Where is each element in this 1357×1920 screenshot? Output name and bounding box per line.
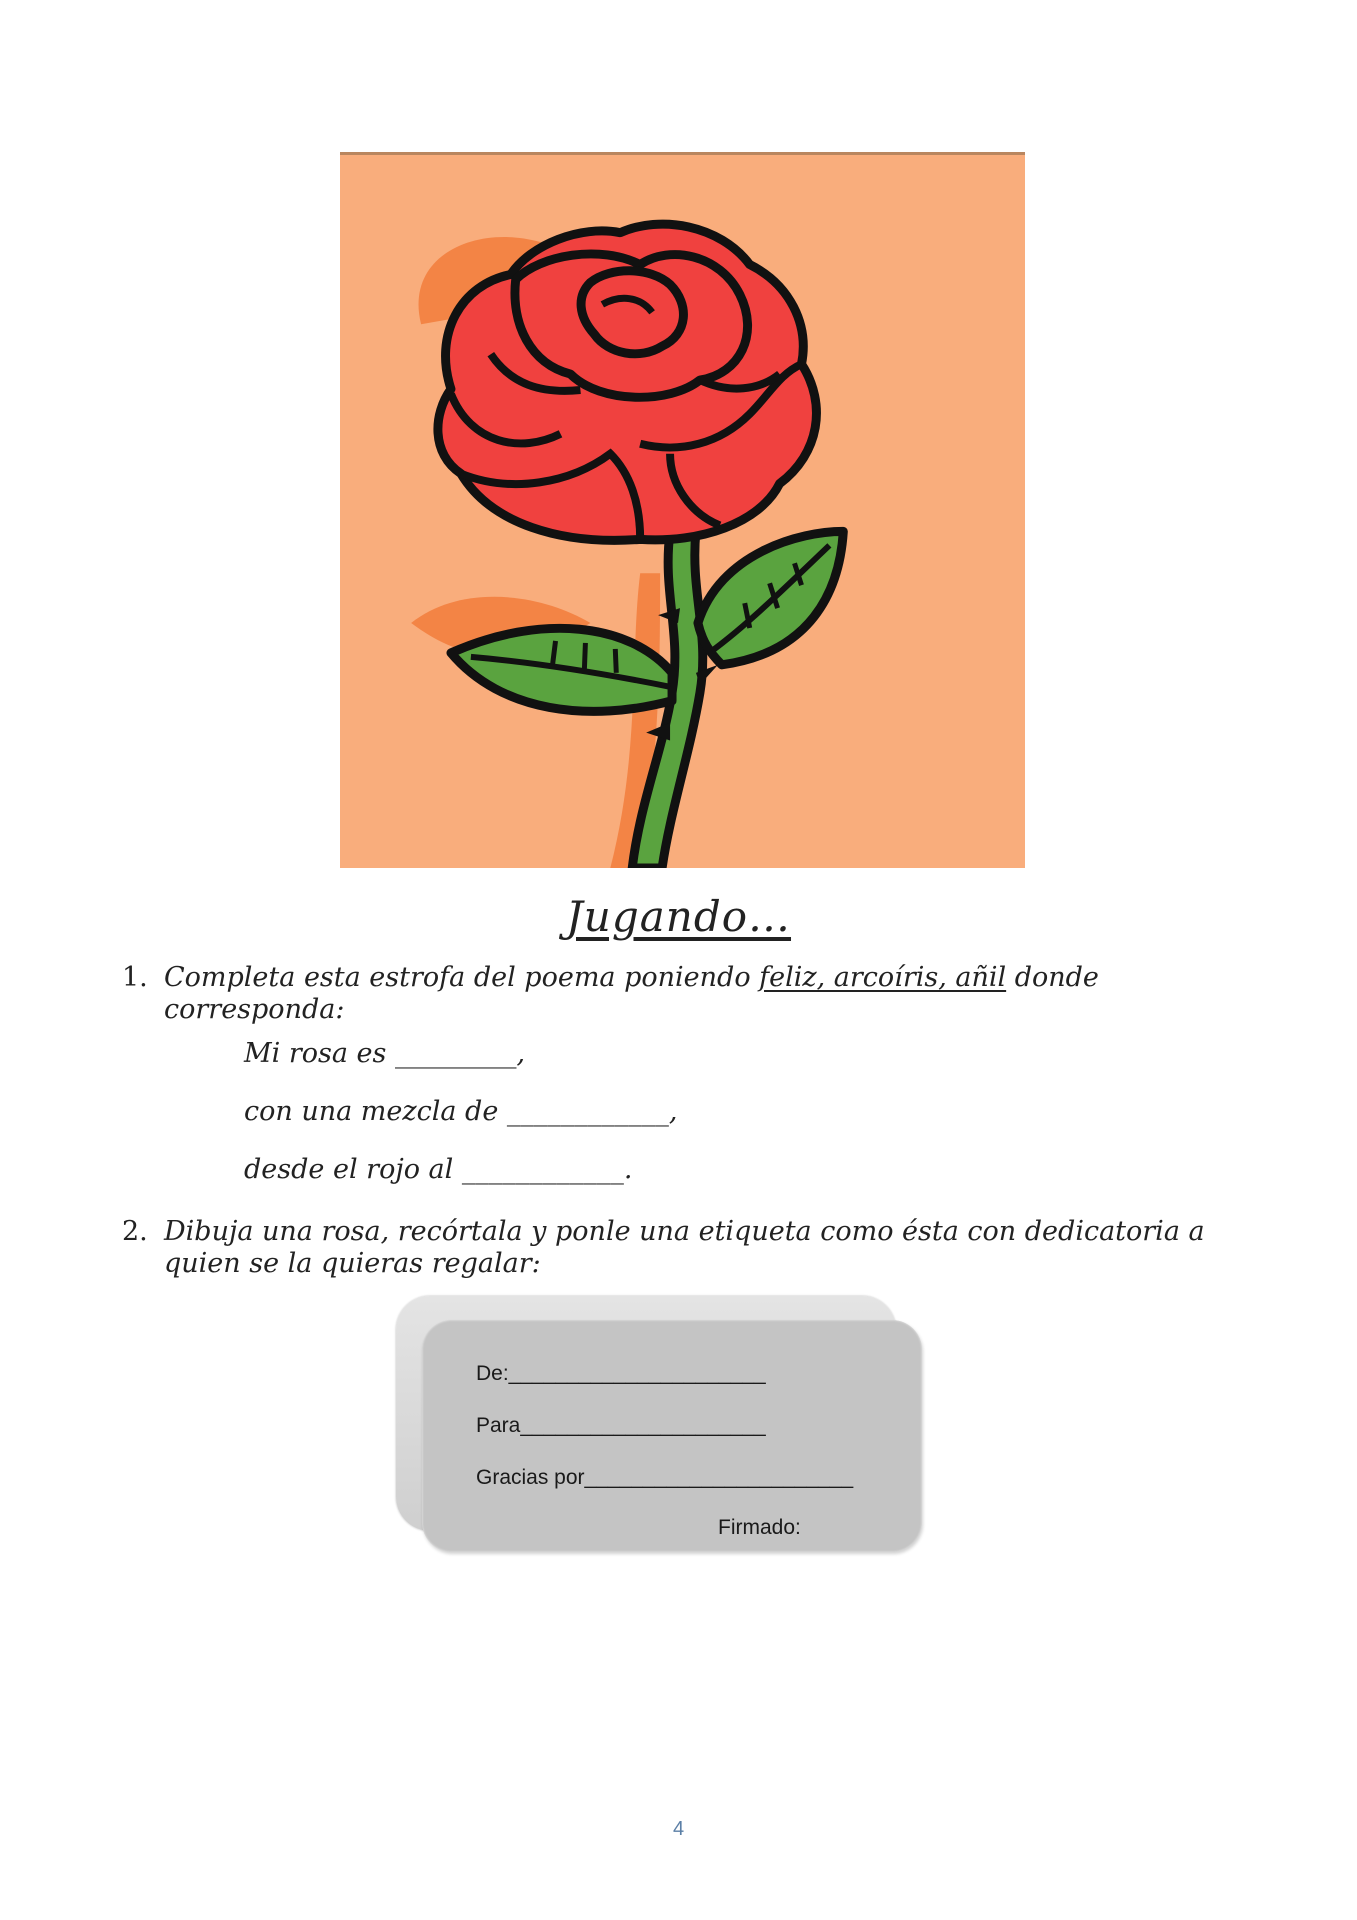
task-number: 2. — [122, 1216, 148, 1247]
poem-line-1: Mi rosa es _________, — [244, 1038, 526, 1069]
label-from: De:______________________ — [476, 1362, 766, 1385]
task-2 — [122, 1216, 1264, 1281]
task-text: Dibuja una rosa, recórtala y ponle una etiqueta como ésta con dedicatoria a quien se la quieras regalar: — [164, 1216, 1205, 1280]
poem-line-2: con una mezcla de ____________, — [244, 1096, 678, 1127]
task-text: Completa esta estrofa del poema poniendo — [164, 962, 760, 993]
word-list: feliz, arcoíris, añil — [759, 962, 1007, 993]
label-thanks: Gracias por_______________________ — [476, 1466, 854, 1489]
rose-icon — [340, 155, 1025, 868]
poem-line-3: desde el rojo al ____________. — [244, 1154, 633, 1185]
page-title: Jugando… — [565, 892, 792, 941]
rose-illustration — [340, 152, 1025, 868]
task-number: 1. — [122, 962, 148, 993]
task-text-end: donde corresponda: — [164, 962, 1099, 1026]
label-to: Para_____________________ — [476, 1414, 766, 1437]
label-signed: Firmado: — [718, 1516, 801, 1539]
page-number: 4 — [672, 1818, 685, 1840]
gift-label — [396, 1296, 922, 1552]
gift-label-face — [422, 1320, 922, 1552]
task-1 — [122, 962, 1184, 1027]
